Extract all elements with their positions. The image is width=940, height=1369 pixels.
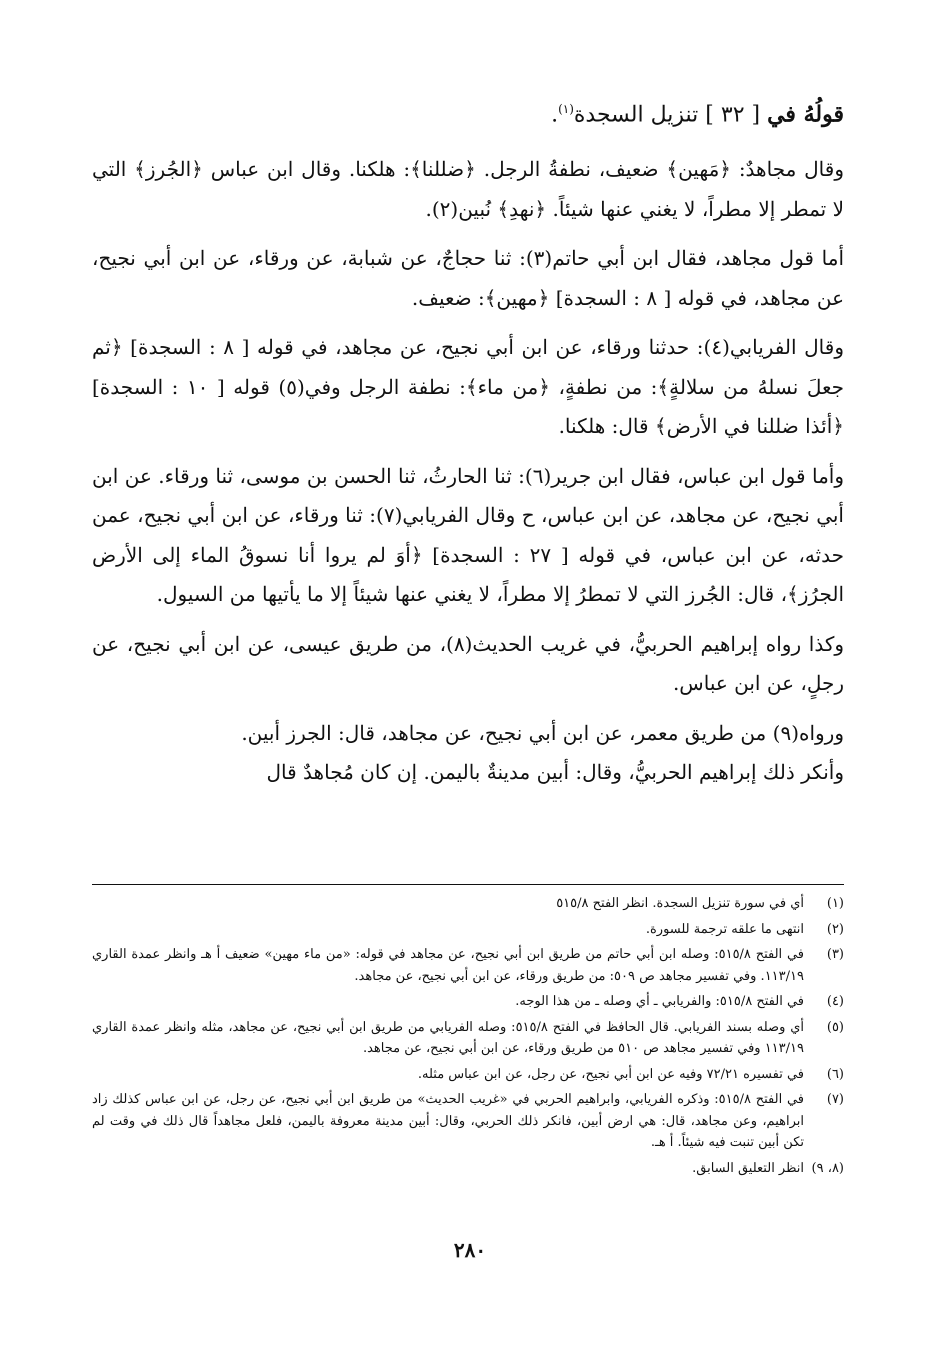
main-text [92, 88, 844, 793]
footnote-item [92, 991, 844, 1013]
footnote-divider [92, 884, 844, 885]
footnote-text: في تفسيره ٧٢/٢١ وفيه عن ابن أبي نجيح، عن رجل، عن ابن عباس مثله. [417, 1066, 804, 1082]
footnote-number: (٦) [826, 1066, 844, 1082]
footnote-text: في الفتح ٥١٥/٨: وصله ابن أبي حاتم من طريق ابن أبي نجيح، عن مجاهد في قوله: «من ماء مهين» ضعيف أ هـ وانظر عمدة القاري ١١٣/١٩. وفي تفسير مجاهد ص ٥٠٩: من طريق ورقاء، عن ابن أبي نجيح، عن مجاهد. [92, 947, 805, 984]
footnote-item [92, 1158, 844, 1180]
paragraph-mamar: ورواه(٩) من طريق معمر، عن ابن أبي نجيح، عن مجاهد، قال: الجرز أبين. [241, 720, 844, 745]
section-heading [92, 88, 844, 136]
footnote-item [92, 893, 844, 915]
footnote-item [92, 1017, 844, 1060]
footnote-text: في الفتح ٥١٥/٨: وذكره الفريابي، وابراهيم الحربي في «غريب الحديث» من طريق ابن أبي نجيح، عن رجل، عن ابن عباس كذلك زاد ابراهيم، وعن مجاهد، قال: هي ارض أبين، فانكر ذلك الحربي، وقال: أبين مدينة معروفة باليمن، فلعل مجاهداً قال ذلك في وقت لم تكن أبين تنبت فيه شيئاً. أ هـ. [92, 1092, 804, 1150]
paragraph-mujahid-quote: وقال مجاهدٌ: ﴿مَهين﴾ ضعيف، نطفةُ الرجل. ﴿ضللنا﴾: هلكنا. وقال ابن عباس ﴿الجُرز﴾ التي لا تمطر إلا مطراً، لا يغني عنها شيئاً. ﴿نهدِ﴾ نُبين(٢). [92, 157, 844, 221]
footnote-number: (٤) [826, 994, 844, 1009]
paragraph-ibn-abbas: وأما قول ابن عباس، فقال ابن جرير(٦): ثنا الحارثُ، ثنا الحسن بن موسى، ثنا ورقاء. عن ابن أبي نجيح، عن مجاهد، عن ابن عباس، ح وقال الفريابي(٧): ثنا ورقاء، عن ابن أبي نجيح، عمن حدثه، عن ابن عباس، في قوله [ ٢٧ : السجدة] ﴿أوَ لم يروا أنا نسوقُ الماء إلى الأرض الجرُز﴾، قال: الجُرز التي لا تمطرُ إلا مطراً، لا يغني عنها شيئاً إلا ما يأتيها من السيول. [92, 463, 844, 607]
footnote-text: أي وصله بسند الفريابي. قال الحافظ في الفتح ٥١٥/٨: وصله الفريابي من طريق ابن أبي نجيح، عن مجاهد، مثله وانظر عمدة القاري ١١٣/١٩ وفي تفسير مجاهد ص ٥١٠ من طريق ورقاء، عن ابن أبي نجيح، عن مجاهد. [92, 1019, 804, 1056]
heading-title: [ ٣٢ ] تنزيل السجدة [573, 102, 761, 128]
footnote-text: انظر التعليق السابق. [692, 1160, 804, 1176]
footnote-item [92, 1089, 844, 1154]
heading-end: . [551, 102, 559, 128]
heading-footnote-ref: (١) [558, 102, 574, 116]
footnote-text: أي في سورة تنزيل السجدة. انظر الفتح ٥١٥/٨ [556, 896, 804, 911]
paragraph-ibn-abi-hatim: أما قول مجاهد، فقال ابن أبي حاتم(٣): ثنا حجاجٌ، عن شبابة، عن ورقاء، عن ابن أبي نجيح، عن مجاهد، في قوله [ ٨ : السجدة] ﴿مهين﴾: ضعيف. [92, 246, 844, 310]
footnote-text: انتهى ما علقه ترجمة للسورة. [645, 921, 804, 937]
footnote-number: (٧) [826, 1092, 844, 1107]
page-number: ٢٨٠ [453, 1238, 487, 1262]
paragraph-firyabi: وقال الفريابي(٤): حدثنا ورقاء، عن ابن أبي نجيح، عن مجاهد، في قوله [ ٨ : السجدة] ﴿ثم جعلَ نسلهُ من سلالةٍ﴾: من نطفةٍ، ﴿من ماء﴾: نطفة الرجل وفي(٥) قوله [ ١٠ : السجدة] ﴿أئذا ضللنا في الأرض﴾ قال: هلكنا. [92, 335, 844, 439]
heading-keyword: قولُهُ في [767, 101, 844, 128]
paragraph-abyan: وأنكر ذلك إبراهيم الحربيُّ، وقال: أبين مدينةٌ باليمن. إن كان مُجاهدٌ قال [266, 760, 844, 785]
paragraph-harbi: وكذا رواه إبراهيم الحربيُّ، في غريب الحديث(٨)، من طريق عيسى، عن ابن أبي نجيح، عن رجلٍ، عن ابن عباس. [92, 631, 845, 696]
footnote-number: (٨، ٩) [811, 1160, 844, 1176]
footnote-item [92, 1064, 844, 1086]
footnote-number: (٣) [826, 947, 844, 962]
footnote-number: (٥) [826, 1019, 844, 1035]
footnotes [92, 893, 844, 1183]
footnote-item [92, 944, 844, 987]
footnote-number: (١) [826, 896, 844, 911]
footnote-text: في الفتح ٥١٥/٨: والفريابي ـ أي وصله ـ من هذا الوجه. [515, 994, 804, 1009]
footnote-number: (٢) [826, 921, 844, 937]
footnote-item [92, 919, 844, 941]
